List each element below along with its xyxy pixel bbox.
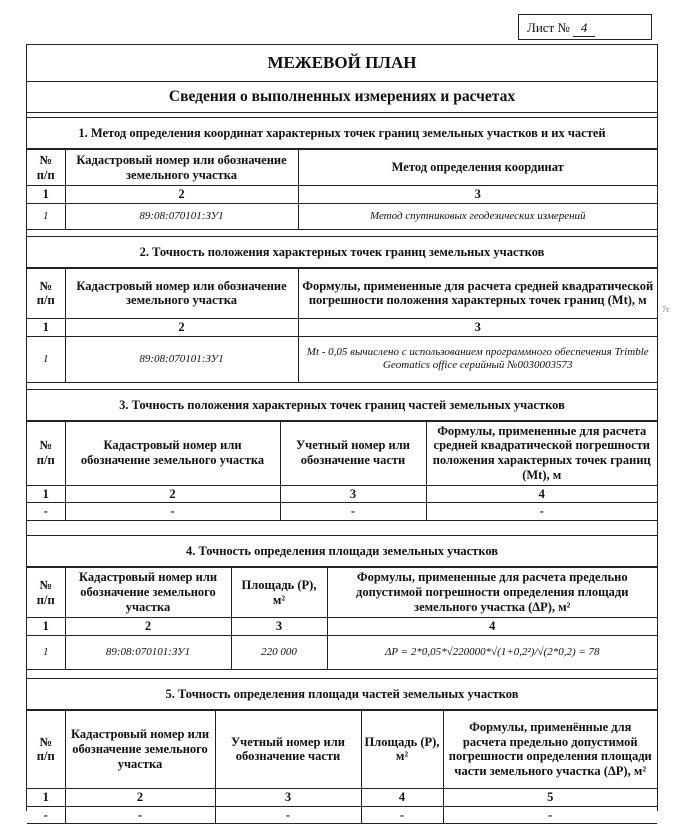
- s5-row-cell-5: -: [443, 806, 657, 824]
- s5-col-number-1: 1: [27, 788, 65, 806]
- section-2-table: [27, 268, 657, 383]
- s2-col-number-1: 1: [27, 318, 65, 336]
- s4-header-number: № п/п: [27, 568, 65, 618]
- s3-row-cell-4: -: [426, 503, 657, 521]
- s5-col-number-5: 5: [443, 788, 657, 806]
- s4-col-number-3: 3: [231, 618, 327, 636]
- document-title: МЕЖЕВОЙ ПЛАН: [27, 45, 657, 82]
- sheet-number: 4: [573, 20, 595, 37]
- s5-col-number-2: 2: [65, 788, 215, 806]
- s1-row-method: Метод спутниковых геодезических измерений: [298, 203, 657, 229]
- margin-mark: 7т: [662, 305, 670, 314]
- s4-header-formula: Формулы, примененные для расчета предельно допустимой погрешности определения площади земельного участка (ΔP), м²: [327, 568, 657, 618]
- s5-header-cadastral: Кадастровый номер или обозначение земельного участка: [65, 710, 215, 788]
- s4-row-cadastral: 89:08:070101:ЗУ1: [65, 635, 231, 669]
- s5-header-area: Площадь (P), м²: [361, 710, 443, 788]
- s1-row-cadastral: 89:08:070101:ЗУ1: [65, 203, 298, 229]
- s2-row-cadastral: 89:08:070101:ЗУ1: [65, 336, 298, 382]
- s2-row-formula: Mt - 0,05 вычислено с использованием программного обеспечения Trimble Geomatics office серийный №0030003573: [298, 336, 657, 382]
- section-1-title: 1. Метод определения координат характерных точек границ земельных участков и их частей: [27, 118, 657, 149]
- s3-header-formula: Формулы, примененные для расчета средней квадратической погрешности положения характерных точек границ (Mt), м: [426, 421, 657, 485]
- s5-col-number-4: 4: [361, 788, 443, 806]
- s3-col-number-2: 2: [65, 485, 280, 503]
- s5-header-part: Учетный номер или обозначение части: [215, 710, 361, 788]
- section-4-title: 4. Точность определения площади земельных участков: [27, 536, 657, 567]
- s5-row-cell-1: -: [27, 806, 65, 824]
- s1-header-method: Метод определения координат: [298, 150, 657, 186]
- s5-row-cell-4: -: [361, 806, 443, 824]
- s2-header-formula: Формулы, примененные для расчета средней квадратической погрешности положения характерных точек границ (Mt), м: [298, 268, 657, 318]
- section-3-title: 3. Точность положения характерных точек границ частей земельных участков: [27, 390, 657, 421]
- s3-row-cell-1: -: [27, 503, 65, 521]
- s3-header-part: Учетный номер или обозначение части: [280, 421, 426, 485]
- s5-row-cell-3: -: [215, 806, 361, 824]
- s5-header-formula: Формулы, применённые для расчета предельно допустимой погрешности определения площади части земельного участка (ΔP), м²: [443, 710, 657, 788]
- s1-header-number: № п/п: [27, 150, 65, 186]
- sheet-label: Лист №: [527, 20, 570, 35]
- s3-col-number-3: 3: [280, 485, 426, 503]
- s2-row-number: 1: [27, 336, 65, 382]
- s3-col-number-1: 1: [27, 485, 65, 503]
- s4-col-number-2: 2: [65, 618, 231, 636]
- s5-col-number-3: 3: [215, 788, 361, 806]
- s4-header-area: Площадь (P), м²: [231, 568, 327, 618]
- s3-row-cell-3: -: [280, 503, 426, 521]
- document-frame: [26, 44, 658, 822]
- s4-col-number-4: 4: [327, 618, 657, 636]
- s4-header-cadastral: Кадастровый номер или обозначение земельного участка: [65, 568, 231, 618]
- s1-col-number-1: 1: [27, 186, 65, 204]
- s1-col-number-3: 3: [298, 186, 657, 204]
- section-5-table: [27, 710, 657, 824]
- s3-header-number: № п/п: [27, 421, 65, 485]
- s4-col-number-1: 1: [27, 618, 65, 636]
- s5-header-number: № п/п: [27, 710, 65, 788]
- s3-header-cadastral: Кадастровый номер или обозначение земельного участка: [65, 421, 280, 485]
- s2-header-number: № п/п: [27, 268, 65, 318]
- s2-col-number-2: 2: [65, 318, 298, 336]
- s1-col-number-2: 2: [65, 186, 298, 204]
- s3-row-cell-2: -: [65, 503, 280, 521]
- s1-row-number: 1: [27, 203, 65, 229]
- document-subtitle: Сведения о выполненных измерениях и расчетах: [27, 82, 657, 113]
- s4-row-number: 1: [27, 635, 65, 669]
- s2-col-number-3: 3: [298, 318, 657, 336]
- s4-row-formula: ΔP = 2*0,05*√220000*√(1+0,2²)/√(2*0,2) = 78: [327, 635, 657, 669]
- section-4-table: [27, 567, 657, 670]
- s5-row-cell-2: -: [65, 806, 215, 824]
- section-3-table: [27, 421, 657, 522]
- section-2-title: 2. Точность положения характерных точек границ земельных участков: [27, 237, 657, 268]
- s3-col-number-4: 4: [426, 485, 657, 503]
- sheet-number-box: [518, 14, 652, 40]
- s1-header-cadastral: Кадастровый номер или обозначение земельного участка: [65, 150, 298, 186]
- s2-header-cadastral: Кадастровый номер или обозначение земельного участка: [65, 268, 298, 318]
- section-5-title: 5. Точность определения площади частей земельных участков: [27, 679, 657, 710]
- s4-row-area: 220 000: [231, 635, 327, 669]
- section-1-table: [27, 149, 657, 230]
